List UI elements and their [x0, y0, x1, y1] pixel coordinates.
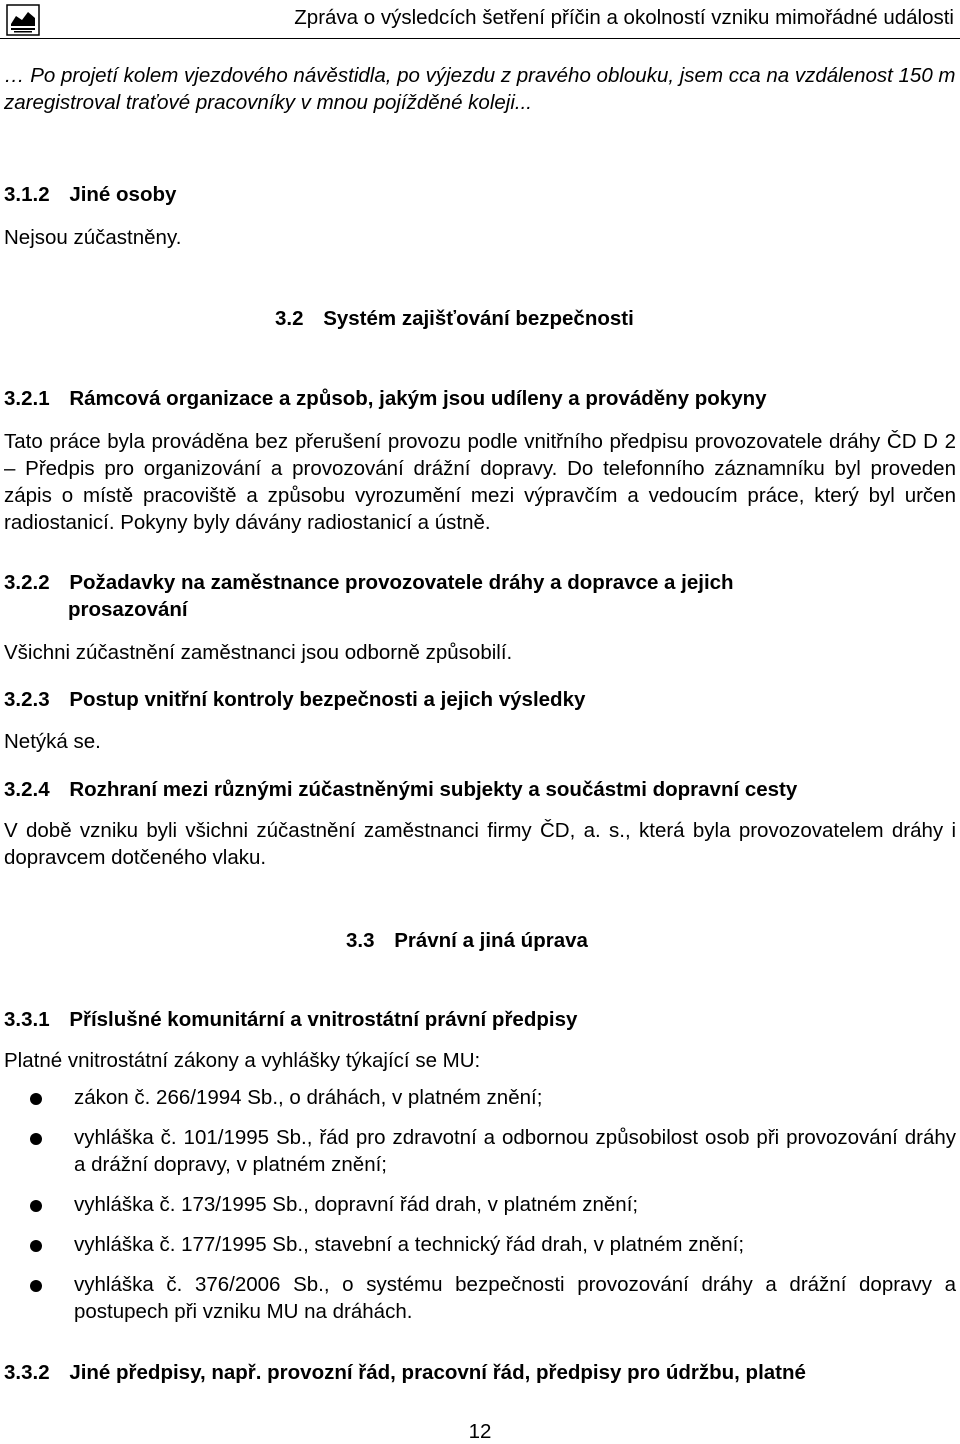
paragraph-3-1-2: Nejsou zúčastněny.: [4, 226, 182, 249]
paragraph-3-2-1: Tato práce byla prováděna bez přerušení provozu podle vnitřního předpisu provozovatele dráhy ČD D 2 – Předpis pro organizování a provozování drážní dopravy. Do telefonního záznamníku byl proveden zápis o místě pracoviště a způsobu vyrozumění mezi výpravčím a vedoucím práce, který byl určen radiostanicí. Pokyny byly dávány radiostanicí a ústně.: [4, 430, 956, 534]
list-item: vyhláška č. 376/2006 Sb., o systému bezpečnosti provozování dráhy a drážní dopravy a postupech při vzniku MU na dráhách.: [74, 1273, 956, 1323]
list-item: vyhláška č. 101/1995 Sb., řád pro zdravotní a odbornou způsobilost osob při provozování dráhy a drážní dopravy, v platném znění;: [74, 1126, 956, 1176]
paragraph-3-2-2: Všichni zúčastnění zaměstnanci jsou odborně způsobilí.: [4, 641, 513, 664]
heading-number: 3.1.2: [4, 183, 50, 206]
heading-3-2-3: [4, 688, 585, 712]
list-item: vyhláška č. 173/1995 Sb., dopravní řád drah, v platném znění;: [74, 1193, 639, 1216]
heading-3-2-2-continued: prosazování: [68, 598, 188, 621]
paragraph-3-3-1-intro: Platné vnitrostátní zákony a vyhlášky týkající se MU:: [4, 1049, 481, 1072]
heading-title: Příslušné komunitární a vnitrostátní právní předpisy: [69, 1008, 578, 1031]
heading-3-2-4: [4, 778, 797, 802]
heading-3-3-2: [4, 1361, 806, 1385]
list-item: zákon č. 266/1994 Sb., o dráhách, v platném znění;: [74, 1086, 543, 1109]
heading-number: 3.2.2: [4, 571, 50, 594]
bullet-icon: [30, 1133, 42, 1145]
heading-title: Právní a jiná úprava: [394, 929, 588, 952]
bullet-icon: [30, 1200, 42, 1212]
bullet-icon: [30, 1093, 42, 1105]
heading-title: Jiné osoby: [69, 183, 177, 206]
bullet-icon: [30, 1280, 42, 1292]
heading-title: Rámcová organizace a způsob, jakým jsou udíleny a prováděny pokyny: [69, 387, 767, 410]
heading-number: 3.2.3: [4, 688, 50, 711]
inspection-logo-icon: [6, 4, 40, 36]
header-title: Zpráva o výsledcích šetření příčin a okolností vzniku mimořádné události: [294, 6, 954, 29]
witness-quote: … Po projetí kolem vjezdového návěstidla, po výjezdu z pravého oblouku, jsem cca na vzdálenost 150 m zaregistroval traťové pracovníky v mnou pojížděné koleji...: [4, 64, 956, 114]
heading-number: 3.3.1: [4, 1008, 50, 1031]
heading-title: Požadavky na zaměstnance provozovatele dráhy a dopravce a jejich: [69, 571, 734, 594]
page-header: [0, 0, 960, 42]
heading-3-1-2: [4, 183, 176, 207]
heading-title: Postup vnitřní kontroly bezpečnosti a jejich výsledky: [69, 688, 586, 711]
heading-title: Rozhraní mezi různými zúčastněnými subjekty a součástmi dopravní cesty: [69, 778, 798, 801]
heading-title: Systém zajišťování bezpečnosti: [323, 307, 634, 330]
heading-number: 3.2.4: [4, 778, 50, 801]
paragraph-3-2-3: Netýká se.: [4, 730, 101, 753]
heading-number: 3.3: [346, 929, 375, 952]
header-divider: [0, 38, 960, 39]
paragraph-3-2-4: V době vzniku byli všichni zúčastnění zaměstnanci firmy ČD, a. s., která byla provozovatelem dráhy i dopravcem dotčeného vlaku.: [4, 819, 956, 869]
heading-3-2: [275, 307, 634, 331]
heading-number: 3.2: [275, 307, 304, 330]
heading-number: 3.2.1: [4, 387, 50, 410]
bullet-icon: [30, 1240, 42, 1252]
heading-3-2-2: [4, 571, 734, 595]
heading-3-3-1: [4, 1008, 577, 1032]
heading-3-3: [346, 929, 588, 953]
heading-number: 3.3.2: [4, 1361, 50, 1384]
heading-3-2-1: [4, 387, 767, 411]
heading-title: Jiné předpisy, např. provozní řád, pracovní řád, předpisy pro údržbu, platné: [69, 1361, 806, 1384]
list-item: vyhláška č. 177/1995 Sb., stavební a technický řád drah, v platném znění;: [74, 1233, 745, 1256]
page-number: 12: [468, 1420, 492, 1443]
